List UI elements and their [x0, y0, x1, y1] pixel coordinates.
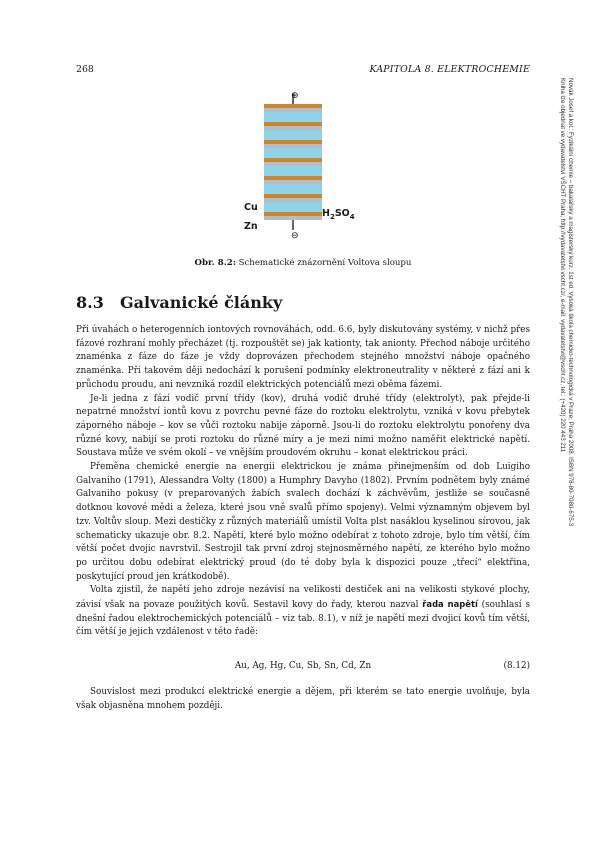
section-title: Galvanické články — [120, 293, 283, 312]
zinc-plate — [264, 180, 322, 184]
positive-terminal-sign: ⊕ — [291, 91, 299, 101]
side-note-line-1: Novák Josef a kol.: Fyzikální chemie – bakalářský a magisterský kurz. 1st ed. Vysoká škola chemicko-technologická v Praze, Praha 2008. ISBN 978-80-7080-675-3 — [567, 78, 574, 527]
zinc-plate — [264, 216, 322, 220]
zinc-plate — [264, 198, 322, 202]
body-text — [76, 324, 530, 640]
term-rada-napeti: řada napětí — [422, 599, 478, 610]
paragraph-2: Je-li jedna z fází vodič první třídy (kov), druhá vodič druhé třídy (elektrolyt), pak přejde-li nepatrné množství iontů kovu z povrchu pevné fáze do roztoku elektrolytu, vzniká v kovu přebytek záporného náboje – kov se vůči roztoku nabije záporně. Jsou-li do roztoku elektrolytu ponořeny dva různé kovy, nabijí se proti roztoku do různé míry a je mezi nimi možno naměřit elektrické napětí. Soustava může ve svém okolí – ve vnějším proudovém okruhu – konat elektrickou práci. — [76, 393, 530, 459]
section-heading — [76, 293, 530, 312]
electrolyte-layer — [264, 166, 322, 176]
caption-text: Schematické znázornění Voltova sloupu — [235, 258, 412, 268]
zinc-plate — [264, 126, 322, 130]
copper-plate — [264, 140, 322, 144]
label-sulfuric-acid: $H_2SO_4$ — [322, 208, 355, 221]
paragraph-5: Souvislost mezi produkcí elektrické energie a dějem, při kterém se tato energie uvolňuje, byla však objasněna mnohem později. — [76, 687, 530, 711]
copper-plate — [264, 104, 322, 108]
electrolyte-layer — [264, 184, 322, 194]
paragraph-4: Volta zjistil, že napětí jeho zdroje nezávisí na velikosti destiček ani na velikosti stykové plochy, závisí však na povaze použitých kovů. Sestavil kovy do řady, kterou nazval řada napětí (souhlasí s dnešní řadou elektrochemických potenciálů – viz tab. 8.1), v níž je napětí mezi dvojicí kovů tím větší, čím větší je jejich vzdálenost v této řadě: — [76, 585, 530, 638]
publication-side-note — [558, 78, 574, 778]
chapter-title: KAPITOLA 8. ELEKTROCHEMIE — [369, 64, 530, 75]
caption-label: Obr. 8.2: — [194, 258, 236, 268]
zinc-plate — [264, 144, 322, 148]
negative-terminal-sign: ⊖ — [291, 231, 299, 241]
copper-plate — [264, 212, 322, 216]
copper-plate — [264, 194, 322, 198]
paragraph-3: Přeměna chemické energie na energii elektrickou je známa přinejmenším od dob Luigiho Galvaniho (1791), Alessandra Volty (1800) a Humphry Davyho (1802). Prvním podnětem byly známé Galvaniho pokusy (v preparovaných žabích svalech dochází k záchvěvům, jestliže se současně dotknou kovové mědi a železa, které jsou vně svalů přímo spojeny). Velmi významným objevem byl tzv. Voltův sloup. Mezi destičky z různých materiálů umístil Volta plst nasáklou kyselinou sírovou, jak schematicky ukazuje obr. 8.2. Napětí, které bylo možno odebírat z tohoto zdroje, bylo tím větší, čím větší počet dvojic navrstvil. Sestrojil tak první zdroj stejnosměrného napětí, ze kterého bylo možno po určitou dobu odebírat elektrický proud (do té doby byla k dispozici pouze „třecí“ elektřina, poskytující proud jen krátkodobě). — [76, 462, 530, 582]
electrolyte-layer — [264, 202, 322, 212]
electrolyte-layer — [264, 148, 322, 158]
side-note-line-2: Kniha lze objednat ve vydavatelství VŠCHT Praha, http://vydavatelstvi.vscht.cz/, e-mail: vydavatelstvi@vscht.cz, tel.: (+420) 220 443 211 — [559, 78, 566, 453]
equation-expression: Au, Ag, Hg, Cu, Sb, Sn, Cd, Zn — [234, 661, 372, 671]
zinc-plate — [264, 108, 322, 112]
running-header — [76, 64, 530, 78]
equation-number: (8.12) — [503, 661, 530, 671]
copper-plate — [264, 122, 322, 126]
electrolyte-layer — [264, 112, 322, 122]
figure-caption — [76, 258, 530, 268]
section-number: 8.3 — [76, 293, 104, 312]
electrolyte-layer — [264, 130, 322, 140]
label-copper: Cu — [244, 202, 258, 213]
paragraph-1: Při úvahách o heterogenních iontových rovnováhách, odd. 6.6, byly diskutovány systémy, v nichž přes fázové rozhraní mohly přecházet (tj. rozpouštět se) jak kationty, tak anionty. Přechod náboje určitého znaménka z fáze do fáze je vždy doprovázen přechodem stejného množství náboje opačného znaménka. Při takovém ději nedochází k porušení podmínky elektroneutrality v některé z fází ani k průchodu proudu, ani nevzniká rozdíl elektrických potenciálů mezi oběma fázemi. — [76, 325, 530, 390]
zinc-plate — [264, 162, 322, 166]
copper-plate — [264, 158, 322, 162]
volta-pile-figure — [236, 90, 376, 250]
label-zinc: Zn — [244, 221, 258, 232]
page-number: 268 — [76, 64, 94, 75]
copper-plate — [264, 176, 322, 180]
body-text-continued — [76, 686, 530, 713]
